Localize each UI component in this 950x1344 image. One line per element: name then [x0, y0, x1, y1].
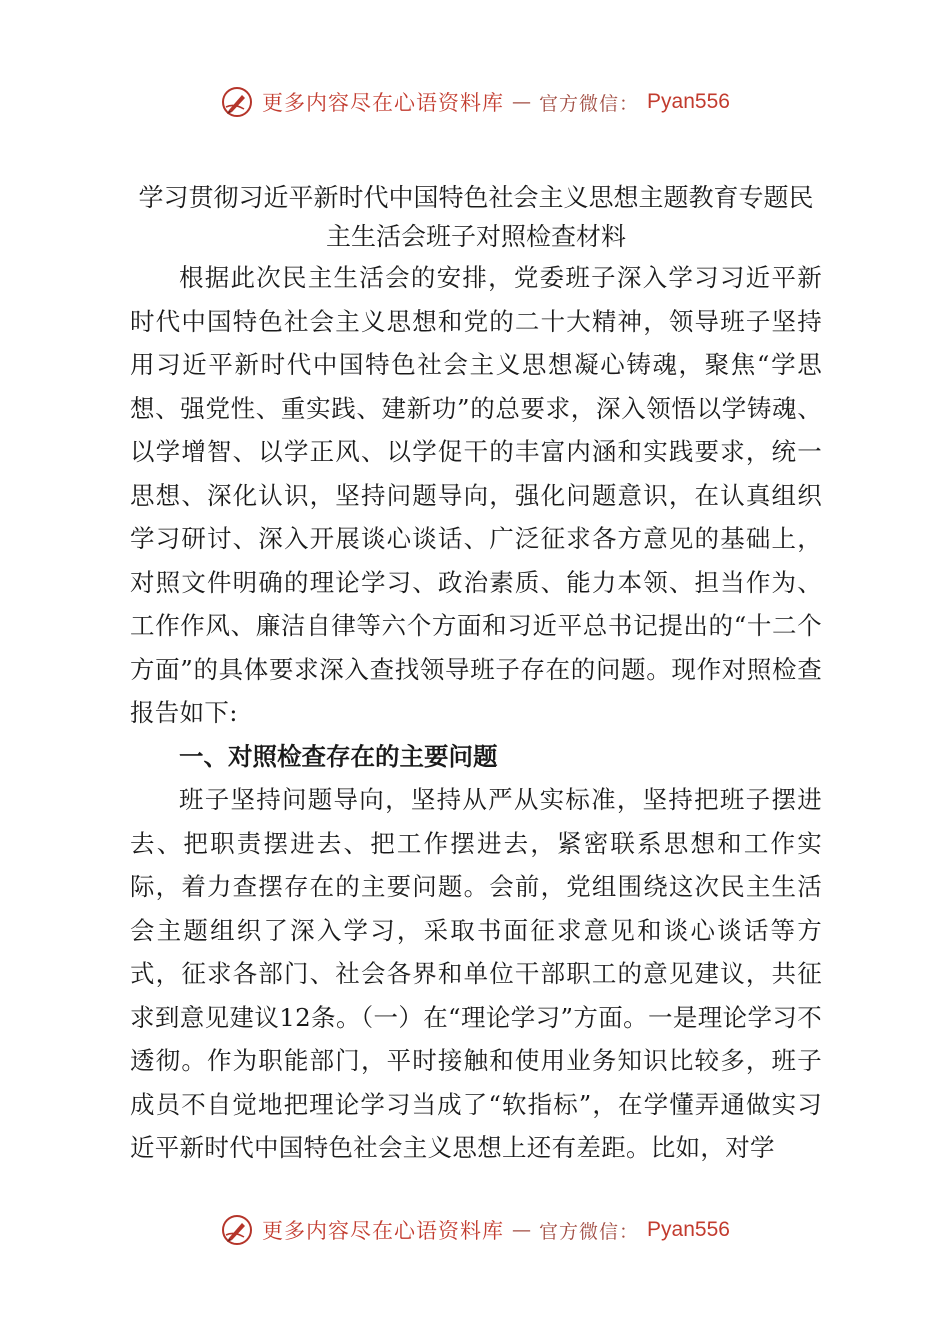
watermark-wechat-label: 官方微信：	[539, 1220, 640, 1243]
title-line-2: 主生活会班子对照检查材料	[325, 222, 626, 251]
title-line-1: 学习贯彻习近平新时代中国特色社会主义思想主题教育专题民	[138, 183, 814, 212]
watermark-banner-bottom	[0, 1208, 950, 1252]
watermark-brand: 更多内容尽在心语资料库	[262, 91, 505, 115]
watermark-banner-top	[0, 80, 950, 124]
watermark-separator: —	[512, 1219, 532, 1241]
document-body	[130, 178, 822, 1170]
document-title	[130, 178, 822, 256]
section-1-paragraph: 班子坚持问题导向，坚持从严从实标准，坚持把班子摆进去、把职责摆进去、把工作摆进去，紧密联系思想和工作实际，着力查摆存在的主要问题。会前，党组围绕这次民主生活会主题组织了深入学习，采取书面征求意见和谈心谈话等方式，征求各部门、社会各界和单位干部职工的意见建议，共征求到意见建议12条。（一）在“理论学习”方面。一是理论学习不透彻。作为职能部门，平时接触和使用业务知识比较多，班子成员不自觉地把理论学习当成了“软指标”，在学懂弄通做实习近平新时代中国特色社会主义思想上还有差距。比如，对学	[130, 785, 822, 1162]
watermark-wechat-id: Pyan556	[647, 90, 730, 113]
intro-paragraph: 根据此次民主生活会的安排，党委班子深入学习习近平新时代中国特色社会主义思想和党的二十大精神，领导班子坚持用习近平新时代中国特色社会主义思想凝心铸魂，聚焦“学思想、强党性、重实践、建新功”的总要求，深入领悟以学铸魂、以学增智、以学正风、以学促干的丰富内涵和实践要求，统一思想、深化认识，坚持问题导向，强化问题意识，在认真组织学习研讨、深入开展谈心谈话、广泛征求各方意见的基础上，对照文件明确的理论学习、政治素质、能力本领、担当作为、工作作风、廉洁自律等六个方面和习近平总书记提出的“十二个方面”的具体要求深入查找领导班子存在的问题。现作对照检查报告如下:	[130, 263, 822, 727]
watermark-separator: —	[512, 91, 532, 113]
watermark-wechat-label: 官方微信：	[539, 92, 640, 115]
pen-logo-icon	[220, 85, 254, 119]
watermark-brand: 更多内容尽在心语资料库	[262, 1219, 505, 1243]
pen-logo-icon	[220, 1213, 254, 1247]
watermark-wechat-id: Pyan556	[647, 1218, 730, 1241]
section-1-heading: 一、对照检查存在的主要问题	[179, 741, 498, 771]
